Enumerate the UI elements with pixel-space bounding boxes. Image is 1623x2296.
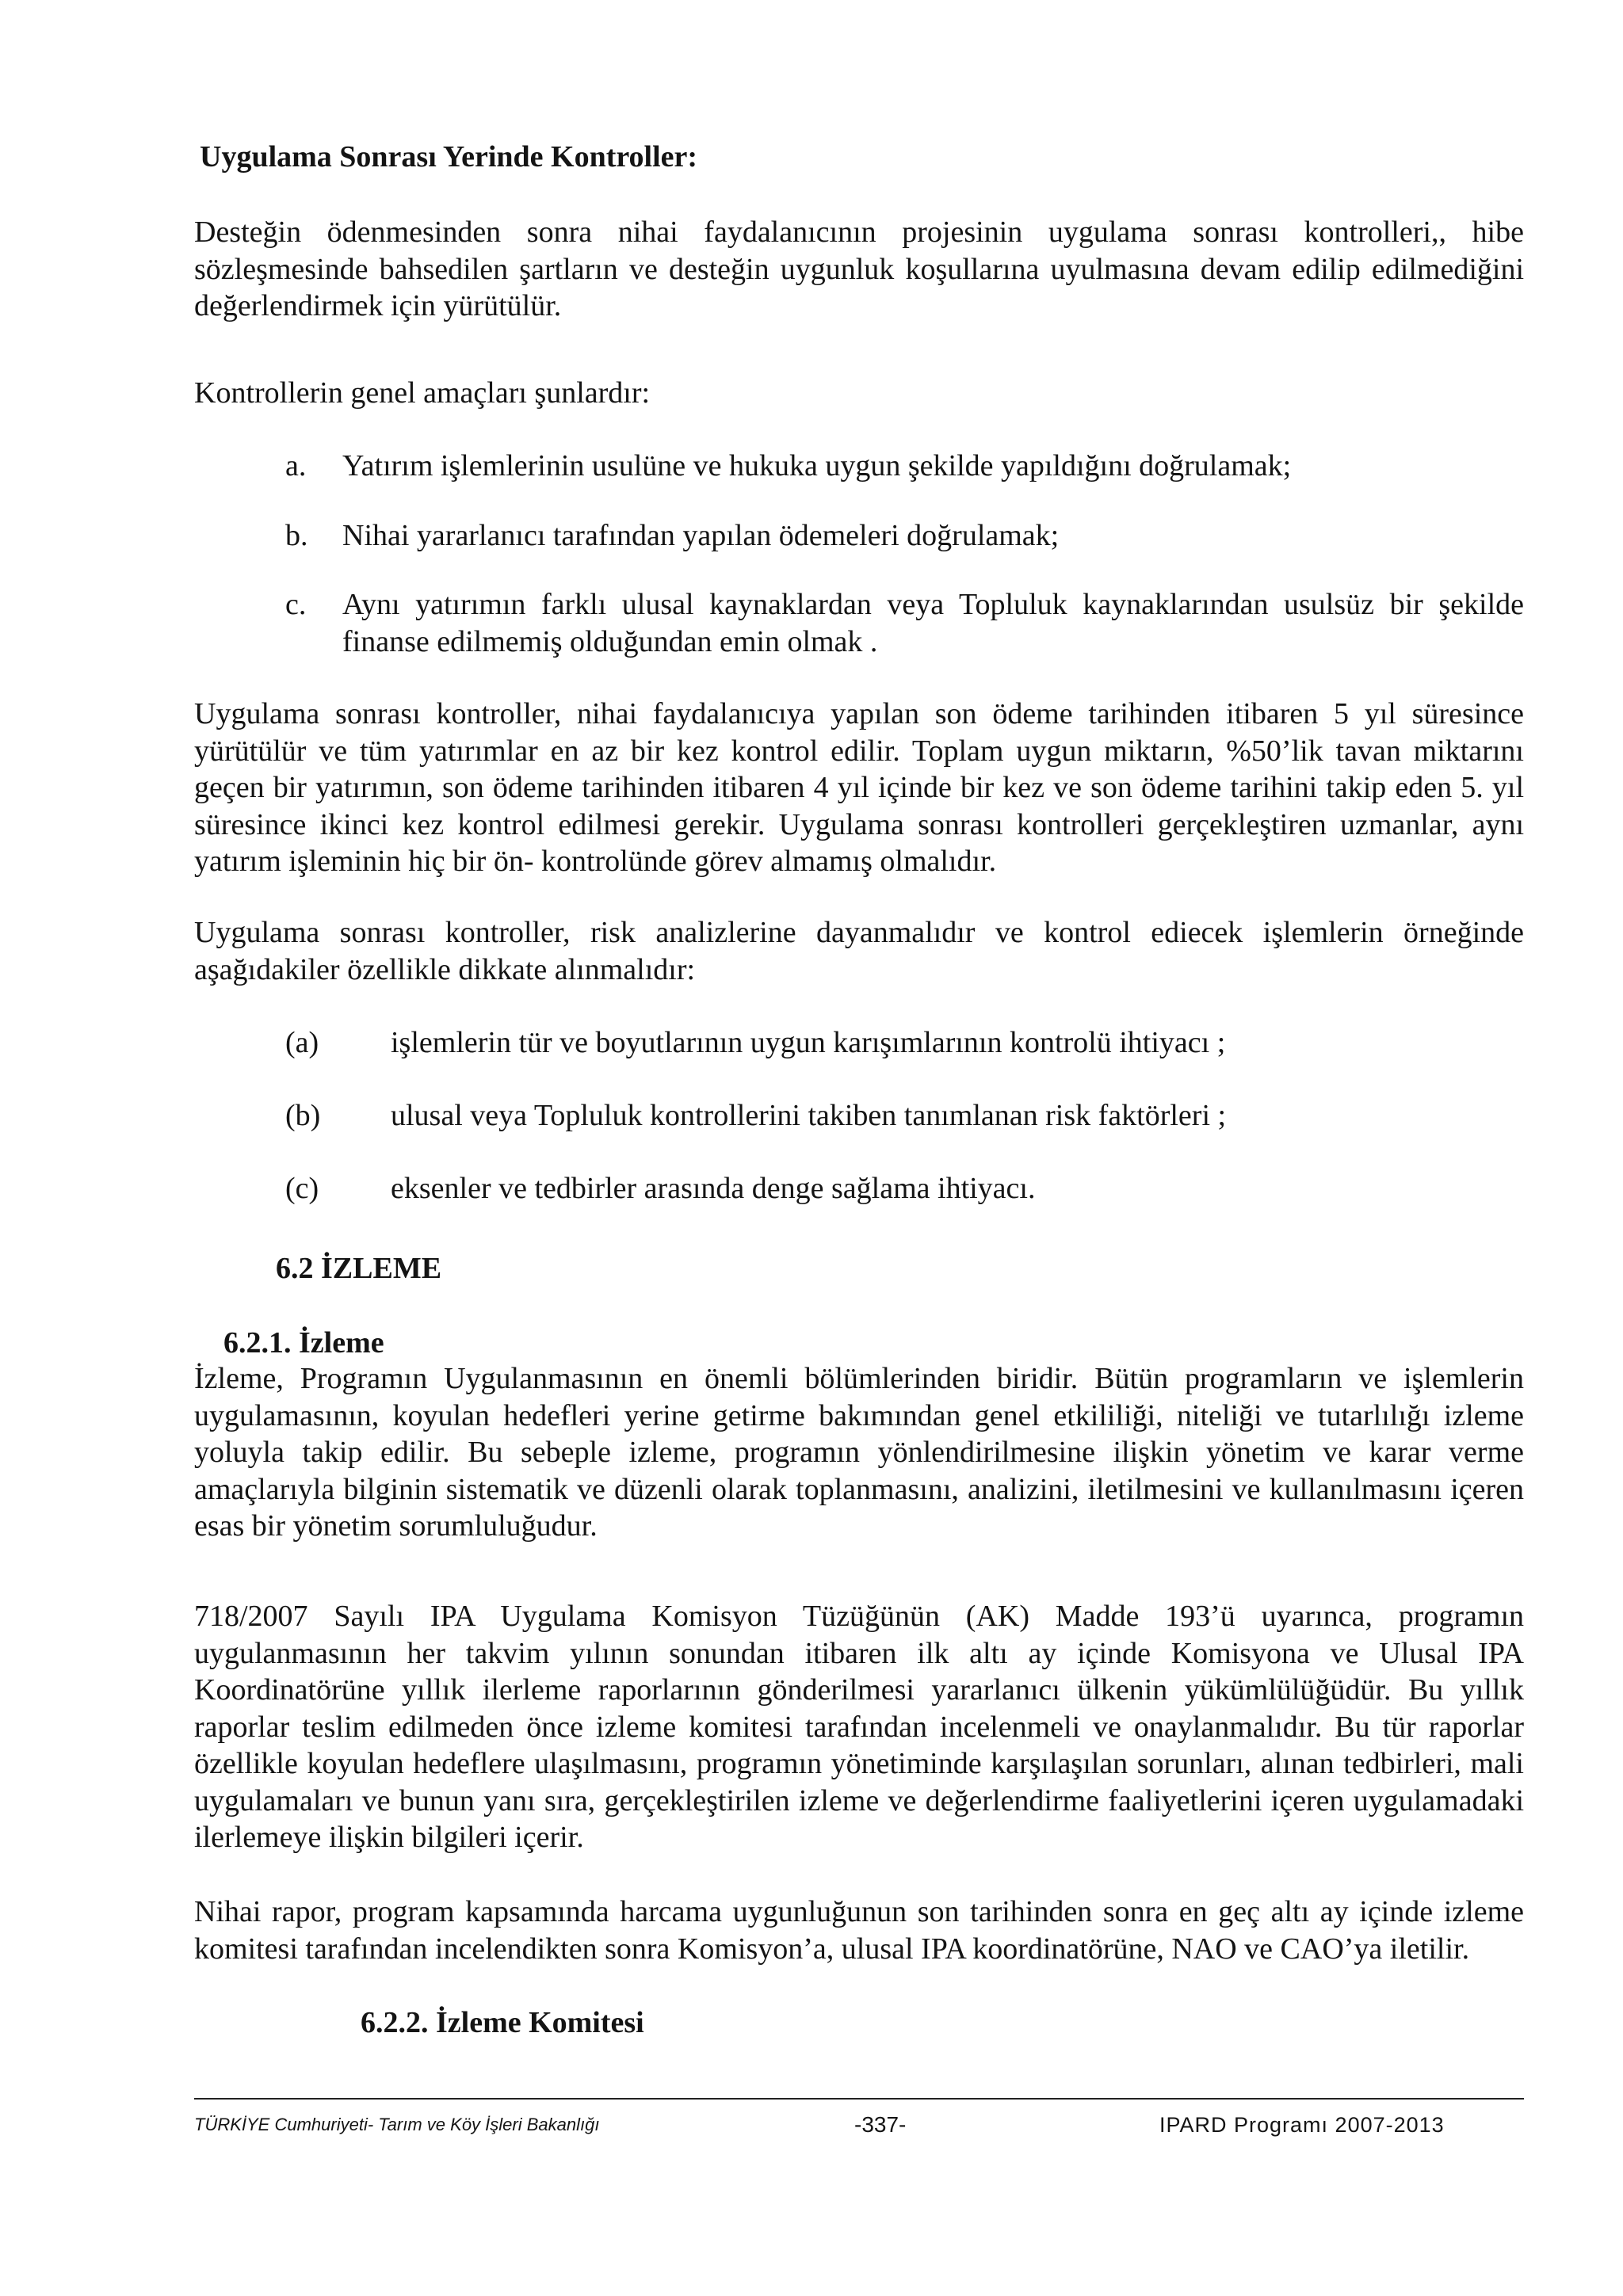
factor-item xyxy=(285,1170,1474,1207)
goal-item xyxy=(285,517,1524,555)
footer-ministry: TÜRKİYE Cumhuriyeti- Tarım ve Köy İşleri Bakanlığı xyxy=(194,2115,600,2134)
footer-page-number: -337- xyxy=(854,2112,907,2137)
factor-text: ulusal veya Topluluk kontrollerini takiben tanımlanan risk faktörleri ; xyxy=(391,1099,1227,1132)
paragraph-annual-reports: 718/2007 Sayılı IPA Uygulama Komisyon Tüzüğünün (AK) Madde 193’ü uyarınca, programın uygulanmasının her takvim yılının sonundan itibaren ilk altı ay içinde Komisyona ve Ulusal IPA Koordinatörüne yıllık ilerleme raporlarının gönderilmesi yararlanıcı ülkenin yükümlülüğüdür. Bu yıllık raporlar teslim edilmeden önce izleme komitesi tarafından incelenmeli ve onaylanmalıdır. Bu tür raporlar özellikle koyulan hedeflere ulaşılmasını, programın yönetiminde karşılaşılan sorunları, alınan tedbirleri, mali uygulamaları ve bunun yanı sıra, gerçekleştirilen izleme ve değerlendirme faaliyetlerini içeren uygulamadaki ilerlemeye ilişkin bilgileri içerir. xyxy=(194,1600,1524,1854)
factor-label: (b) xyxy=(285,1099,321,1132)
factor-text: işlemlerin tür ve boyutlarının uygun karışımlarının kontrolü ihtiyacı ; xyxy=(391,1026,1226,1059)
section-heading: Uygulama Sonrası Yerinde Kontroller: xyxy=(200,140,698,174)
goal-text: Yatırım işlemlerinin usulüne ve hukuka uygun şekilde yapıldığını doğrulamak; xyxy=(342,449,1292,482)
factor-text: eksenler ve tedbirler arasında denge sağlama ihtiyacı. xyxy=(391,1172,1036,1205)
factor-label: (c) xyxy=(285,1172,319,1205)
goal-item xyxy=(285,448,1524,485)
paragraph-final-report: Nihai rapor, program kapsamında harcama uygunluğunun son tarihinden sonra en geç altı ay içinde izleme komitesi tarafından incelendikten sonra Komisyon’a, ulusal IPA koordinatörüne, NAO ve CAO’ya iletilir. xyxy=(194,1895,1524,1966)
paragraph-post-check-intro: Desteğin ödenmesinden sonra nihai faydalanıcının projesinin uygulama sonrası kontrolleri,, hibe sözleşmesinde bahsedilen şartların ve desteğin uygunluk koşullarına uyulmasına devam edilip edilmediğini değerlendirmek için yürütülür. xyxy=(194,215,1524,322)
paragraph-risk-analysis: Uygulama sonrası kontroller, risk analizlerine dayanmalıdır ve kontrol ediecek işlemlerin örneğinde aşağıdakiler özellikle dikkate alınmalıdır: xyxy=(194,916,1524,986)
paragraph-goals-intro: Kontrollerin genel amaçları şunlardır: xyxy=(194,376,651,410)
factor-item xyxy=(285,1097,1474,1134)
goal-text: Aynı yatırımın farklı ulusal kaynaklardan veya Topluluk kaynaklarından usulsüz bir şekilde finanse edilmemiş olduğundan emin olmak . xyxy=(342,588,1524,658)
goal-label: a. xyxy=(285,449,307,482)
heading-6-2-2: 6.2.2. İzleme Komitesi xyxy=(361,2006,644,2039)
factor-item xyxy=(285,1024,1474,1061)
factor-label: (a) xyxy=(285,1026,319,1059)
heading-6-2-1: 6.2.1. İzleme xyxy=(223,1326,384,1360)
footer-program: IPARD Programı 2007-2013 xyxy=(1159,2113,1445,2137)
goal-item xyxy=(285,586,1524,660)
goal-text: Nihai yararlanıcı tarafından yapılan ödemeleri doğrulamak; xyxy=(342,519,1060,552)
heading-6-2: 6.2 İZLEME xyxy=(276,1252,442,1285)
goal-label: b. xyxy=(285,519,308,552)
footer-divider xyxy=(194,2098,1524,2100)
goal-label: c. xyxy=(285,588,307,621)
paragraph-monitoring: İzleme, Programın Uygulanmasının en önemli bölümlerinden biridir. Bütün programların ve işlemlerin uygulamasının, koyulan hedefleri yerine getirme bakımından genel etkililiği, niteliği ve tutarlılığı izleme yoluyla takip edilir. Bu sebeple izleme, programın yönlendirilmesine ilişkin yönetim ve karar verme amaçlarıyla bilginin sistematik ve düzenli olarak toplanmasını, analizini, iletilmesini ve kullanılmasını içeren esas bir yönetim sorumluluğudur. xyxy=(194,1362,1524,1543)
paragraph-post-check-period: Uygulama sonrası kontroller, nihai faydalanıcıya yapılan son ödeme tarihinden itibaren 5 yıl süresince yürütülür ve tüm yatırımlar en az bir kez kontrol edilir. Toplam uygun miktarın, %50’lik tavan miktarını geçen bir yatırımın, son ödeme tarihinden itibaren 4 yıl içinde bir kez ve son ödeme tarihini takip eden 5. yıl süresince ikinci kez kontrol edilmesi gerekir. Uygulama sonrası kontrolleri gerçekleştiren uzmanlar, aynı yatırım işleminin hiç bir ön- kontrolünde görev almamış olmalıdır. xyxy=(194,697,1524,878)
